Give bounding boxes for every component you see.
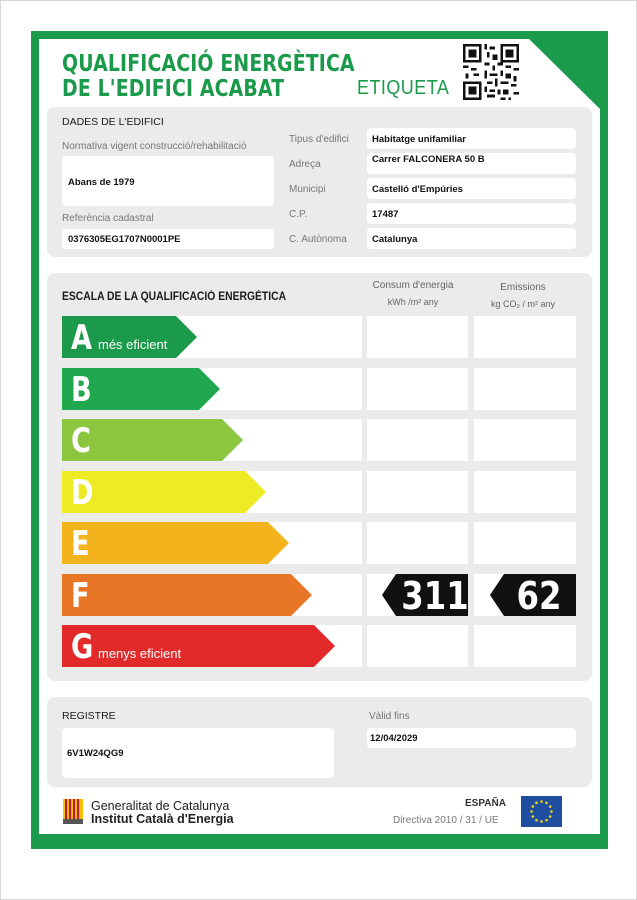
- grade-letter: A: [71, 318, 93, 358]
- comunitat-label: C. Autònoma: [289, 234, 347, 245]
- title-line1: QUALIFICACIÓ ENERGÈTICA: [62, 51, 355, 77]
- grade-arrow-c: [62, 419, 243, 461]
- grade-arrow-e: [62, 522, 289, 564]
- emissions-cell: [474, 522, 576, 564]
- municipi-label: Municipi: [289, 184, 326, 195]
- icaen-name: Institut Català d'Energia: [91, 812, 234, 826]
- eu-star-icon: [545, 802, 548, 805]
- eu-flag-icon: [521, 796, 562, 827]
- emissions-cell: [474, 316, 576, 358]
- consum-cell: [367, 368, 468, 410]
- normativa-value: Abans de 1979: [68, 177, 135, 188]
- consum-cell: [367, 316, 468, 358]
- folded-corner: [529, 39, 600, 109]
- normativa-label: Normativa vigent construcció/rehabilitació: [62, 141, 247, 152]
- grade-letter: G: [71, 627, 94, 667]
- consum-cell: [367, 471, 468, 513]
- tipus-value: Habitatge unifamiliar: [372, 134, 466, 145]
- grade-letter: E: [71, 524, 90, 564]
- grade-arrow-d: [62, 471, 266, 513]
- referencia-label: Referència cadastral: [62, 213, 154, 224]
- comunitat-value: Catalunya: [372, 234, 418, 245]
- eu-star-icon: [540, 800, 543, 803]
- grade-letter: B: [71, 370, 92, 410]
- referencia-value: 0376305EG1707N0001PE: [68, 234, 181, 245]
- grade-arrow-b: [62, 368, 220, 410]
- registre-title: REGISTRE: [62, 710, 116, 722]
- eu-star-icon: [535, 819, 538, 822]
- directive-label: Directiva 2010 / 31 / UE: [393, 815, 499, 826]
- cp-value: 17487: [372, 209, 399, 220]
- eu-star-icon: [535, 802, 538, 805]
- eu-star-icon: [550, 810, 553, 813]
- eu-star-icon: [545, 819, 548, 822]
- grade-letter: D: [71, 473, 94, 513]
- qr-code-icon: [463, 44, 519, 100]
- grade-letter: C: [71, 421, 91, 461]
- generalitat-logo-icon: [63, 799, 83, 824]
- scale-title: ESCALA DE LA QUALIFICACIÓ ENERGÈTICA: [62, 291, 287, 303]
- cp-label: C.P.: [289, 209, 308, 220]
- consum-cell: [367, 522, 468, 564]
- emissions-result-badge: [490, 574, 576, 616]
- eu-star-icon: [540, 820, 543, 823]
- consum-unit: kWh /m² any: [387, 297, 439, 307]
- tipus-label: Tipus d'edifici: [289, 134, 349, 145]
- emissions-cell: [474, 471, 576, 513]
- country-label: ESPAÑA: [465, 798, 506, 809]
- consum-cell: [367, 419, 468, 461]
- consum-cell: [367, 625, 468, 667]
- eu-star-icon: [549, 815, 552, 818]
- valid-label: Vàlid fins: [369, 711, 410, 722]
- grade-arrow-a: [62, 316, 197, 358]
- grade-note: menys eficient: [98, 646, 182, 661]
- grade-arrow-g: [62, 625, 335, 667]
- result-value: 311: [401, 574, 469, 618]
- eu-star-icon: [530, 810, 533, 813]
- municipi-value: Castelló d'Empúries: [372, 184, 463, 195]
- registre-value: 6V1W24QG9: [67, 748, 124, 759]
- consum-header: Consum d'energia: [372, 280, 454, 291]
- emissions-cell: [474, 368, 576, 410]
- title-line2: DE L'EDIFICI ACABAT: [62, 76, 285, 102]
- etiqueta-label: ETIQUETA: [357, 77, 450, 99]
- emissions-header: Emissions: [500, 282, 546, 293]
- building-section-title: DADES DE L'EDIFICI: [62, 116, 164, 128]
- adreca-value: Carrer FALCONERA 50 B: [372, 154, 485, 165]
- eu-star-icon: [549, 805, 552, 808]
- adreca-label: Adreça: [289, 159, 321, 170]
- grade-letter: F: [71, 576, 90, 616]
- grade-note: més eficient: [98, 337, 168, 352]
- result-value: 62: [516, 574, 562, 618]
- grade-arrow-f: [62, 574, 312, 616]
- eu-star-icon: [532, 805, 535, 808]
- eu-star-icon: [532, 815, 535, 818]
- generalitat-name: Generalitat de Catalunya: [91, 799, 230, 813]
- valid-value: 12/04/2029: [370, 733, 418, 744]
- emissions-cell: [474, 419, 576, 461]
- emissions-unit: kg CO₂ / m² any: [490, 299, 555, 309]
- consum-result-badge: [382, 574, 468, 616]
- emissions-cell: [474, 625, 576, 667]
